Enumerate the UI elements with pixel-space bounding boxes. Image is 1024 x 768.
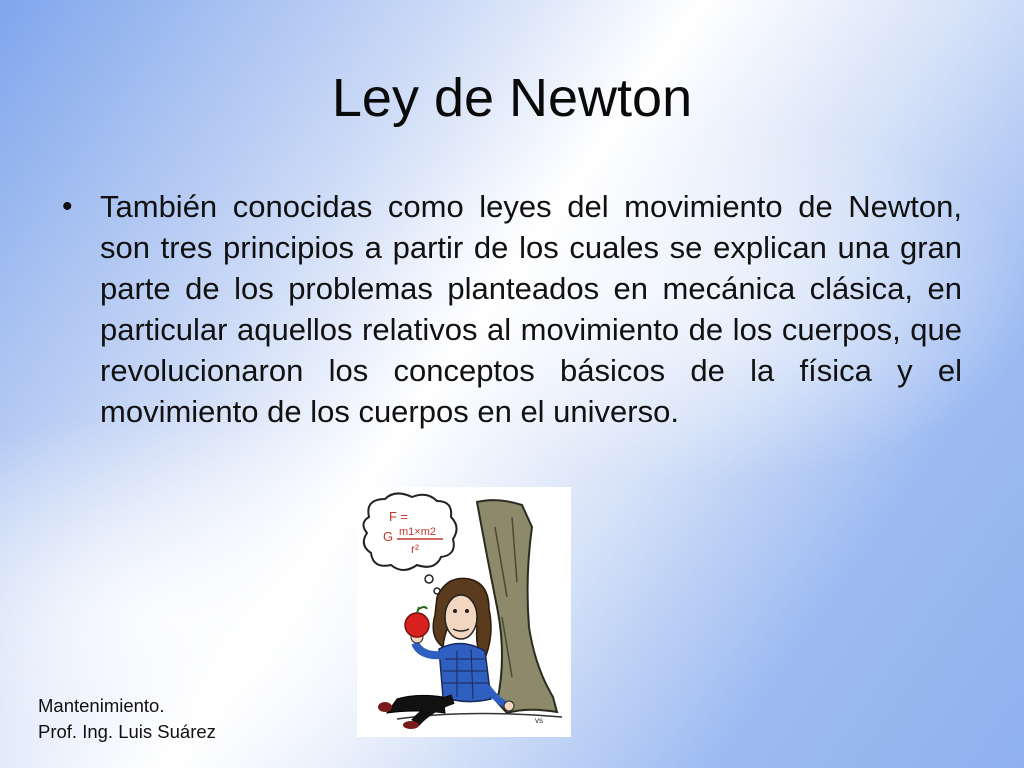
artist-signature: vs [535, 716, 543, 725]
apple-icon [405, 613, 429, 637]
footer-author: Prof. Ing. Luis Suárez [38, 721, 216, 742]
slide-title: Ley de Newton [331, 68, 693, 128]
bullet-symbol: • [62, 190, 73, 223]
formula-numerator: m1×m2 [399, 526, 436, 538]
slide-content [62, 186, 962, 432]
newton-apple-tree-icon [357, 487, 571, 737]
footer-course: Mantenimiento. [38, 695, 165, 716]
bullet-text: También conocidas como leyes del movimiento de Newton, son tres principios a partir de los cuales se explican una gran parte de los problemas planteados en mecánica clásica, en particular aquellos relativos al movimiento de los cuerpos, que revolucionaron los conceptos básicos de la física y el movimiento de los cuerpos en el universo. [100, 189, 962, 429]
formula-f: F = [389, 509, 409, 524]
newton-cartoon-image [357, 487, 571, 737]
formula-g: G [383, 529, 394, 544]
footer [38, 693, 216, 745]
formula-denominator: r² [411, 542, 419, 556]
bullet-item [62, 186, 962, 432]
